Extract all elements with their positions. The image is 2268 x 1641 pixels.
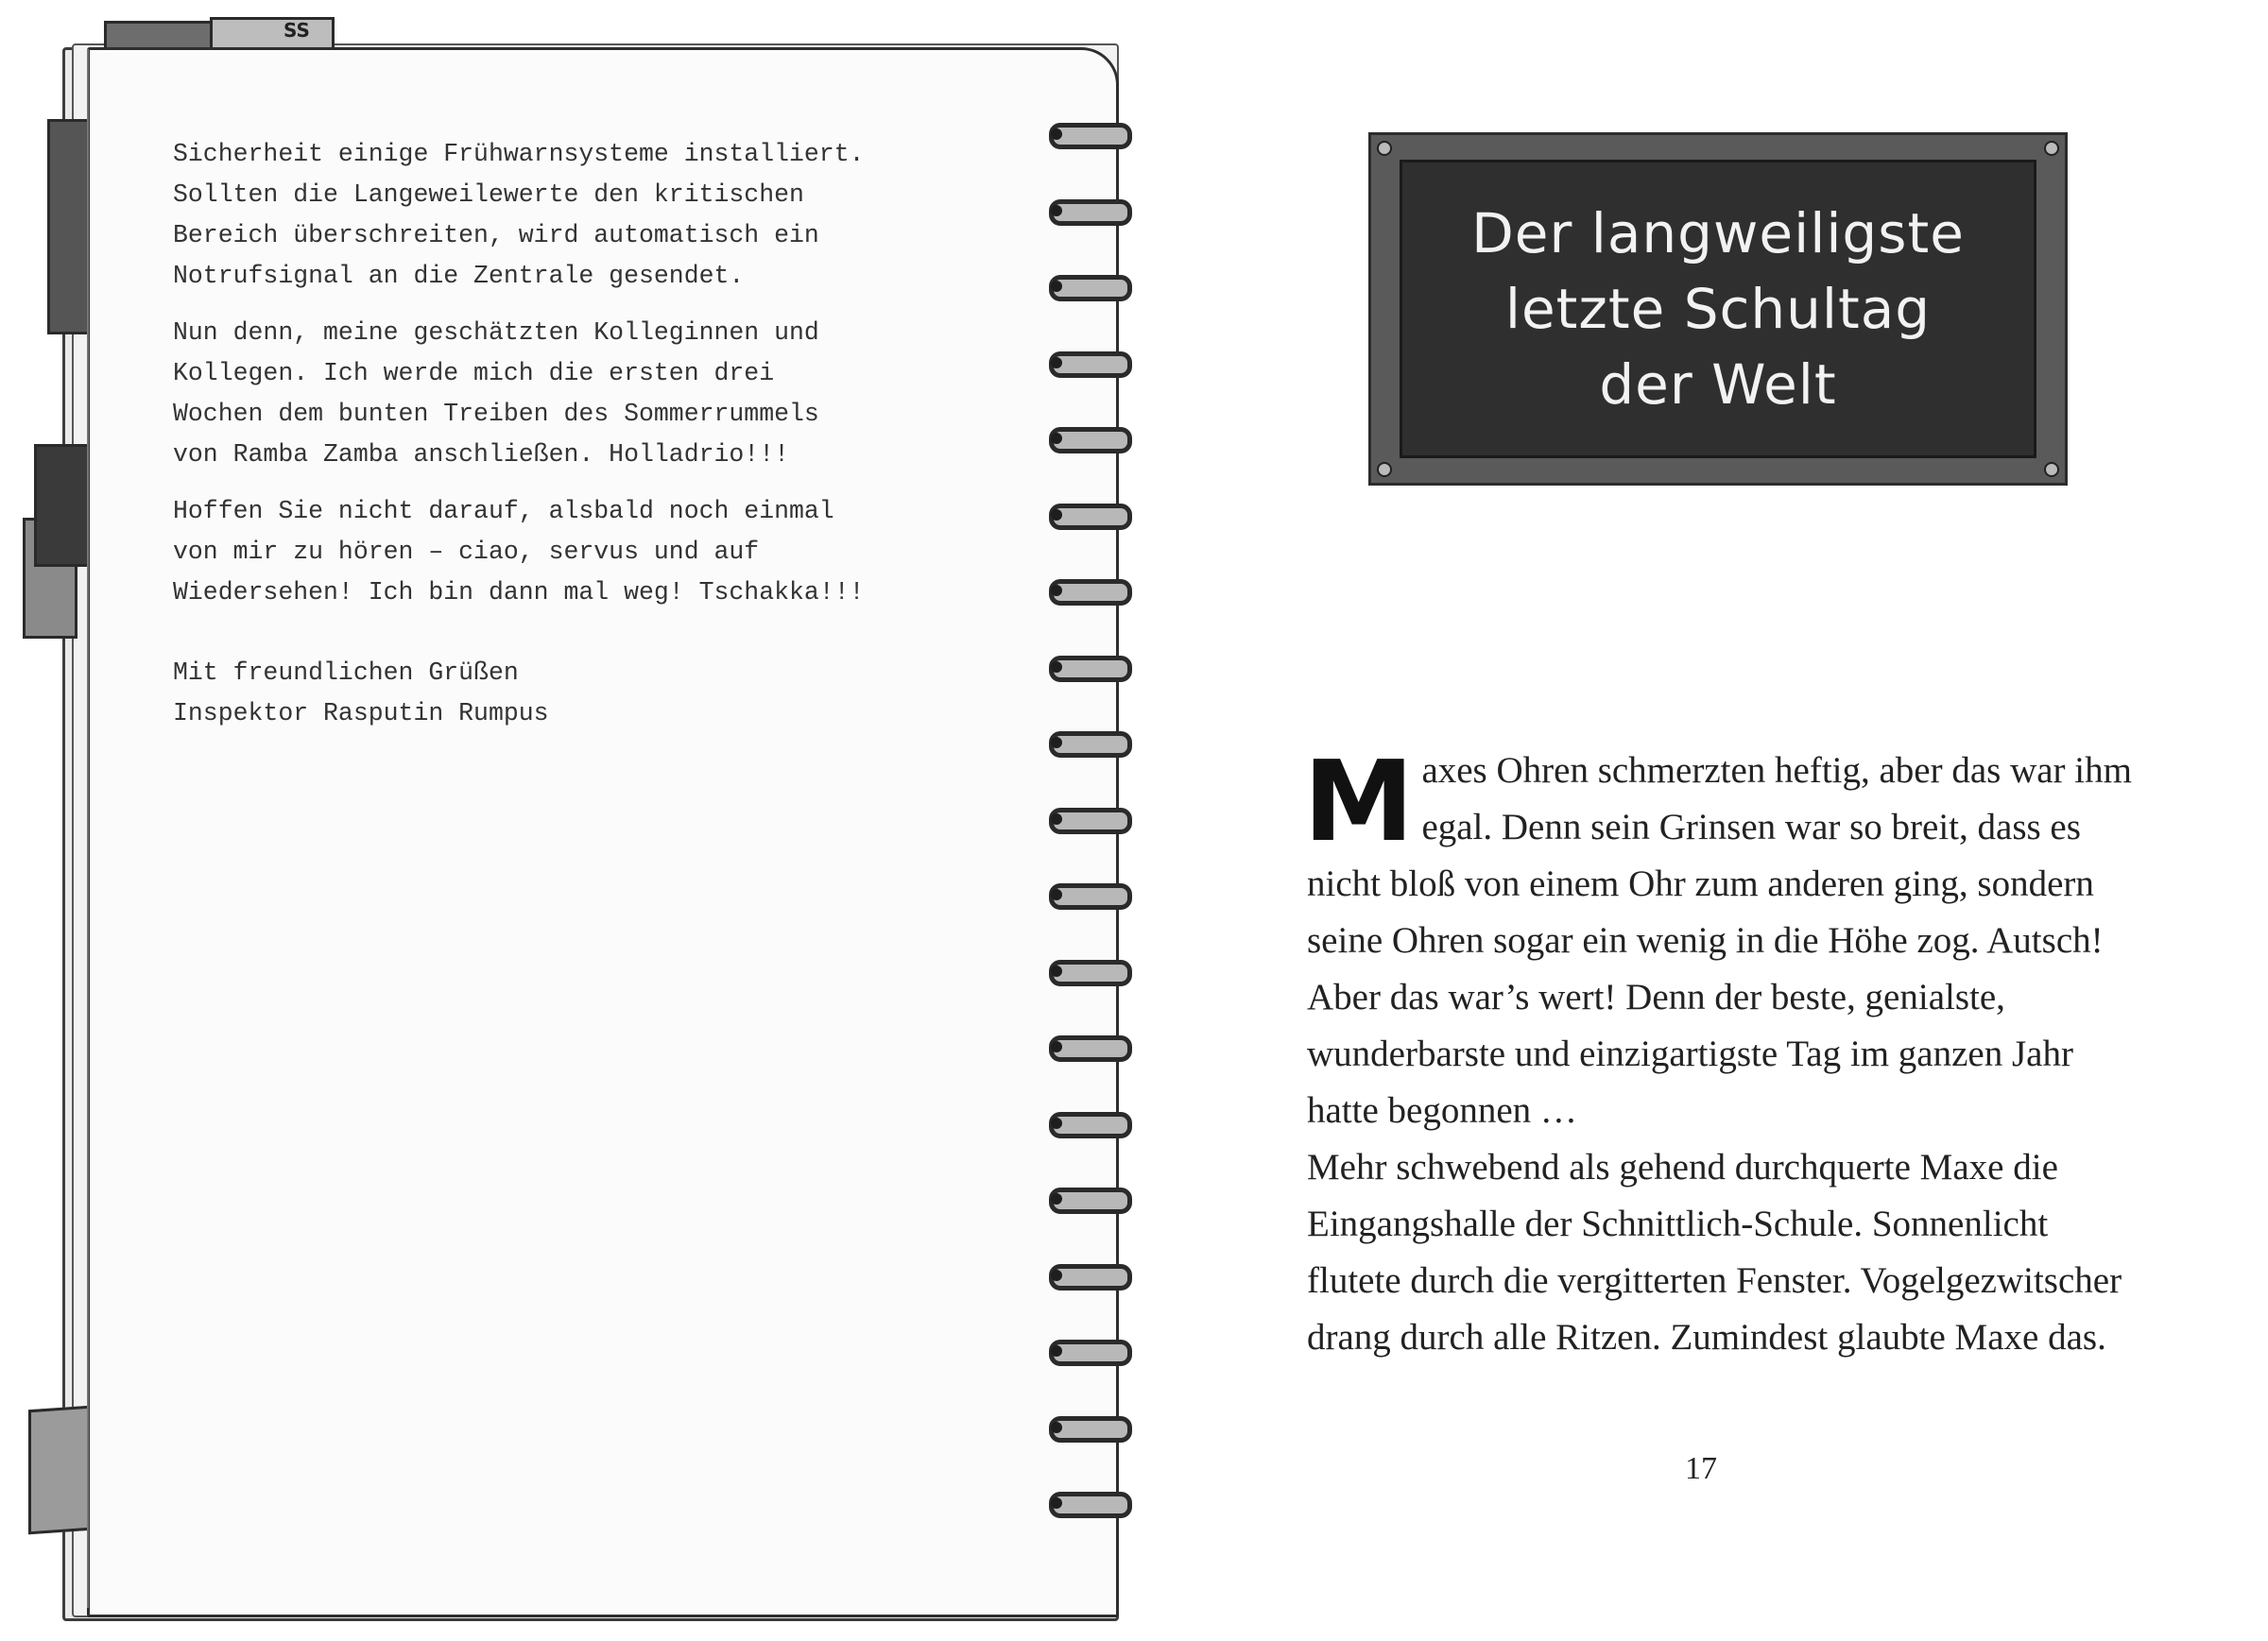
letter-closing: Mit freundlichen Grüßen Inspektor Rasputin Rumpus [173, 658, 549, 727]
chalkboard [1368, 132, 2068, 486]
spiral-ring-icon [1049, 1416, 1126, 1441]
chapter-body [1303, 736, 2148, 1366]
spiral-ring-icon [1049, 1264, 1126, 1289]
spiral-ring-icon [1049, 123, 1126, 147]
spiral-ring-icon [1049, 1188, 1126, 1212]
spiral-binding [1049, 123, 1134, 1540]
spiral-ring-icon [1049, 1112, 1126, 1137]
spiral-ring-icon [1049, 731, 1126, 756]
spiral-ring-icon [1049, 960, 1126, 984]
letter-text [173, 134, 1023, 750]
notebook-page-edge [87, 49, 94, 1608]
notebook-tab-side-4 [28, 1406, 91, 1535]
drop-cap: M [1303, 736, 1415, 866]
body-paragraph: axes Ohren schmerzten heftig, aber das war ihm egal. Denn sein Grinsen war so breit, dass es nicht bloß von einem Ohr zum anderen ging, sondern seine Ohren sogar ein wenig in die Höhe zog. Autsch! Aber das war’s wert! Denn der beste, genialste, wunderbarste und einzigartigste Tag im ganzen Jahr hatte begonnen … [1307, 750, 2132, 1131]
right-page [1134, 0, 2268, 1641]
letter-paragraph: Sicherheit einige Frühwarnsysteme installiert. Sollten die Langeweilewerte den kritischen Bereich überschreiten, wird automatisch ein Notrufsignal an die Zentrale gesendet. [173, 140, 865, 290]
letter-paragraph: Hoffen Sie nicht darauf, alsbald noch einmal von mir zu hören – ciao, servus und auf Wiedersehen! Ich bin dann mal weg! Tschakka!!! [173, 497, 865, 607]
chapter-title: Der langweiligste letzte Schultag der Welt [1471, 201, 1965, 417]
spiral-ring-icon [1049, 351, 1126, 376]
notebook-tab-top-light [210, 17, 335, 51]
notebook-tab-label: SS [284, 19, 310, 42]
notebook-tab-side-1 [47, 119, 91, 334]
page-number: 17 [1685, 1451, 1717, 1486]
spiral-ring-icon [1049, 199, 1126, 224]
nail-icon [1377, 462, 1392, 477]
spiral-ring-icon [1049, 427, 1126, 452]
nail-icon [2044, 462, 2059, 477]
nail-icon [2044, 141, 2059, 156]
spiral-ring-icon [1049, 579, 1126, 604]
nail-icon [1377, 141, 1392, 156]
spiral-ring-icon [1049, 808, 1126, 832]
spiral-ring-icon [1049, 1492, 1126, 1516]
spiral-ring-icon [1049, 504, 1126, 528]
spiral-ring-icon [1049, 883, 1126, 908]
chalkboard-surface [1400, 160, 2036, 458]
spiral-ring-icon [1049, 1340, 1126, 1364]
spiral-ring-icon [1049, 275, 1126, 299]
letter-paragraph: Nun denn, meine geschätzten Kolleginnen und Kollegen. Ich werde mich die ersten drei Wochen dem bunten Treiben des Sommerrummels von Ramba Zamba anschließen. Holladrio!!! [173, 318, 819, 469]
spiral-ring-icon [1049, 1035, 1126, 1060]
spiral-ring-icon [1049, 656, 1126, 680]
body-paragraph: Mehr schwebend als gehend durchquerte Maxe die Eingangshalle der Schnittlich-Schule. Sonnenlicht flutete durch die vergitterten Fenster. Vogelgezwitscher drang durch alle Ritzen. Zumindest glaubte Maxe das. [1307, 1147, 2122, 1358]
